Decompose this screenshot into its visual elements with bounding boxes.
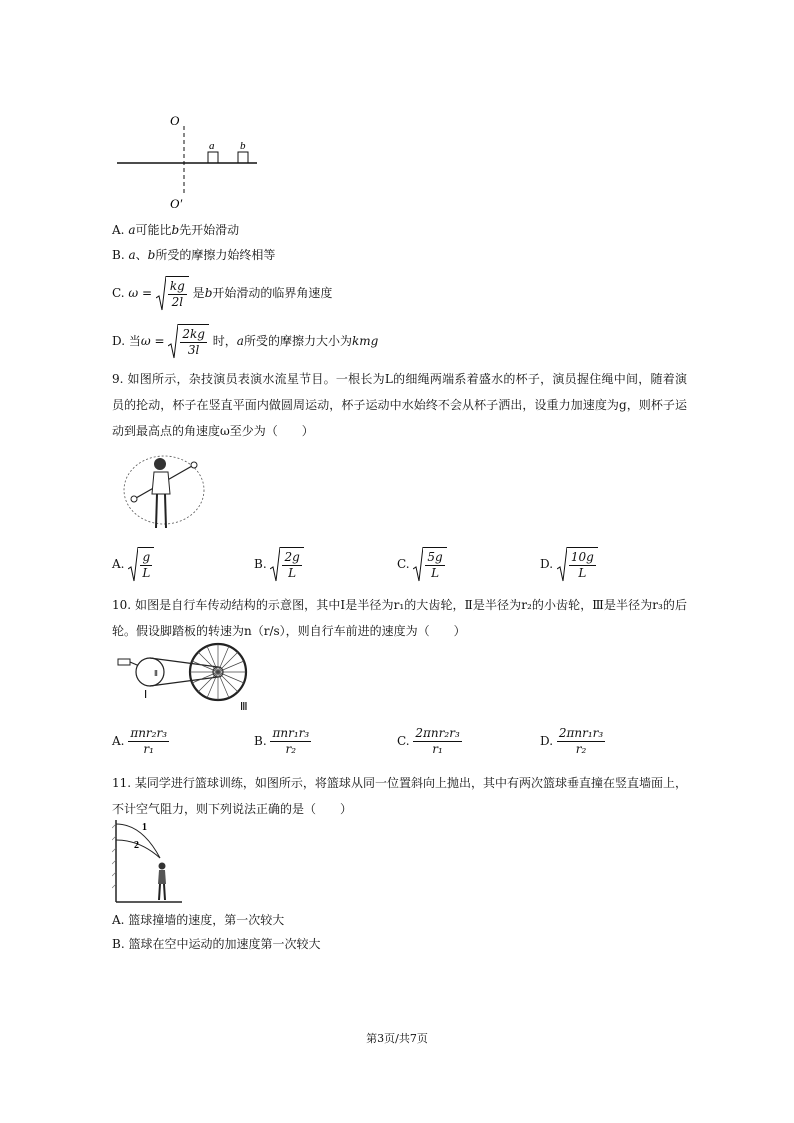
q11-player-body: [158, 870, 166, 884]
q9-option-b: B. $\frac{2g}{L}$: [254, 546, 304, 583]
q10-label-1: Ⅰ: [144, 689, 148, 701]
q9-stem: 9. 如图所示，杂技演员表演水流星节目。一根长为L的细绳两端系着盛水的杯子，演员握住绳中间，随着演员的抡动，杯子在竖直平面内做圆周运动，杯子运动中水始终不会从杯子洒出，设重力加速度为g，则杯子运动到最高点的角速度ω至少为（ ）: [112, 372, 687, 438]
q11-player-leg-right: [164, 884, 165, 900]
q11-figure: [112, 818, 184, 904]
q8-option-b: B. a、b所受的摩擦力始终相等: [112, 248, 276, 262]
q8-label-a: a: [209, 140, 215, 152]
q11-option-b: B. 篮球在空中运动的加速度第一次较大: [112, 937, 321, 951]
q9-cup-top: [191, 462, 197, 468]
q11-stem: 11. 某同学进行篮球训练，如图所示，将篮球从同一位置斜向上抛出，其中有两次篮球垂直撞在竖直墙面上，不计空气阻力，则下列说法正确的是（ ）: [112, 776, 687, 816]
q8-label-o2: O′: [170, 196, 183, 211]
q9-leg-right: [165, 494, 166, 528]
q11-option-a: A. 篮球撞墙的速度，第一次较大: [112, 913, 285, 927]
sqrt-symbol: $\frac{2g}{L}$: [270, 547, 303, 583]
q9-cup-bottom: [131, 496, 137, 502]
q8-label-o: O: [170, 113, 180, 128]
q9-head: [154, 458, 166, 470]
q10-label-3: Ⅲ: [240, 701, 248, 713]
q8-option-a: A. a可能比b先开始滑动: [112, 223, 240, 237]
page-footer: 第3页/共7页: [366, 1032, 428, 1045]
q10-big-gear: [136, 658, 164, 686]
q10-option-a: A. $\frac{\text{πnr₂r₃}}{\text{r₁}}$: [112, 726, 168, 756]
q10-stem: 10. 如图是自行车传动结构的示意图，其中Ⅰ是半径为r₁的大齿轮，Ⅱ是半径为r₂的小齿轮，Ⅲ是半径为r₃的后轮。假设脚踏板的转速为n（r/s），则自行车前进的速度为（ ）: [112, 598, 687, 638]
q10-option-c: C. $\frac{\text{2πnr₂r₃}}{\text{r₁}}$: [397, 726, 460, 756]
q8-option-c: C. ω = $\frac{kg}{2l}$ 是b开始滑动的临界角速度: [112, 273, 332, 313]
q10-option-b: B. $\frac{\text{πnr₁r₃}}{\text{r₂}}$: [254, 726, 310, 756]
q8-option-d: D. 当ω = $\frac{2kg}{3l}$ 时，a所受的摩擦力大小为kmg: [112, 321, 378, 361]
q10-figure: [114, 642, 264, 714]
q10-pedal: [118, 659, 130, 665]
q10-spokes: [190, 644, 246, 700]
q10-option-d: D. $\frac{\text{2πnr₁r₃}}{\text{r₂}}$: [540, 726, 604, 756]
q8-block-a: [208, 152, 218, 163]
q8-figure: [112, 108, 262, 213]
q9-leg-left: [156, 494, 157, 528]
q10-label-2: Ⅱ: [154, 669, 158, 678]
sqrt-symbol: $\frac{5g}{L}$: [413, 547, 446, 583]
sqrt-symbol: $\frac{kg}{2l}$: [156, 276, 189, 312]
q8-label-b: b: [240, 140, 246, 152]
sqrt-symbol: $\frac{2kg}{3l}$: [168, 324, 209, 360]
q9-option-d: D. $\frac{10g}{L}$: [540, 546, 598, 583]
q11-label-2: 2: [134, 840, 139, 851]
q9-option-a: A. $\frac{g}{L}$: [112, 546, 154, 583]
sqrt-symbol: $\frac{10g}{L}$: [557, 547, 598, 583]
q11-label-1: 1: [142, 822, 147, 833]
q11-player-leg-left: [159, 884, 160, 900]
sqrt-symbol: $\frac{g}{L}$: [128, 547, 154, 583]
q11-player-head: [159, 863, 166, 870]
q8-block-b: [238, 152, 248, 163]
q9-option-c: C. $\frac{5g}{L}$: [397, 546, 447, 583]
q9-body: [152, 472, 170, 494]
q9-figure: [118, 448, 213, 538]
